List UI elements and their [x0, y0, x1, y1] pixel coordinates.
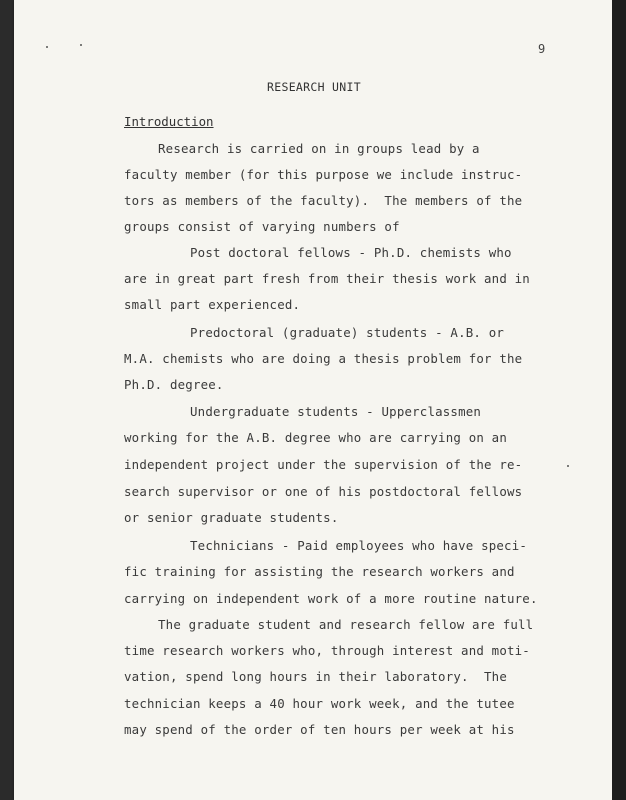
text-line: may spend of the order of ten hours per week at his — [124, 722, 515, 737]
text-line: time research workers who, through interest and moti- — [124, 643, 530, 658]
section-heading: Introduction — [124, 114, 214, 129]
page-number: 9 — [538, 42, 546, 56]
text-line: working for the A.B. degree who are carrying on an — [124, 430, 507, 445]
text-line: small part experienced. — [124, 297, 301, 312]
text-line: Predoctoral (graduate) students - A.B. or — [190, 325, 505, 340]
text-line: Post doctoral fellows - Ph.D. chemists who — [190, 245, 512, 260]
text-line: groups consist of varying numbers of — [124, 219, 400, 234]
text-line: The graduate student and research fellow are full — [158, 617, 534, 632]
text-line: or senior graduate students. — [124, 510, 339, 525]
text-line: carrying on independent work of a more routine nature. — [124, 591, 538, 606]
text-line: technician keeps a 40 hour work week, and the tutee — [124, 696, 515, 711]
text-line: Research is carried on in groups lead by a — [158, 141, 480, 156]
text-line: Ph.D. degree. — [124, 377, 224, 392]
text-line: tors as members of the faculty). The members of the — [124, 193, 523, 208]
text-line: M.A. chemists who are doing a thesis problem for the — [124, 351, 523, 366]
page-edge — [612, 0, 626, 800]
speck-mark — [80, 44, 82, 46]
speck-mark — [46, 46, 48, 48]
text-line: Technicians - Paid employees who have speci- — [190, 538, 528, 553]
text-line: independent project under the supervision of the re- — [124, 457, 523, 472]
text-line: fic training for assisting the research workers and — [124, 564, 515, 579]
text-line: search supervisor or one of his postdoctoral fellows — [124, 484, 523, 499]
text-line: Undergraduate students - Upperclassmen — [190, 404, 482, 419]
text-line: vation, spend long hours in their laboratory. The — [124, 669, 507, 684]
document-title: RESEARCH UNIT — [267, 80, 361, 94]
text-line: are in great part fresh from their thesis work and in — [124, 271, 530, 286]
text-line: faculty member (for this purpose we include instruc- — [124, 167, 523, 182]
speck-mark — [567, 465, 569, 467]
